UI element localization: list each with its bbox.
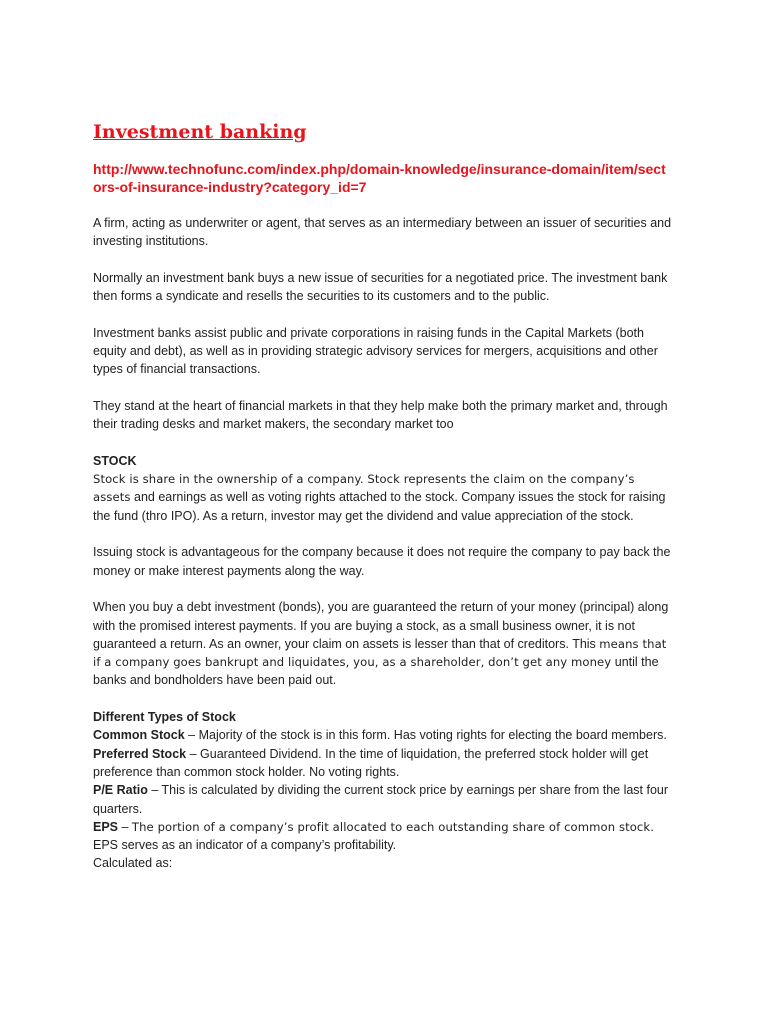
definition-pe-ratio [93,781,673,818]
definition-preferred-stock [93,745,673,782]
separator: – [118,819,132,834]
term-eps: EPS [93,819,119,834]
term-pe-ratio: P/E Ratio [93,783,148,798]
page-title: Investment banking [93,121,307,143]
paragraph-definition: A firm, acting as underwriter or agent, that serves as an intermediary between an issuer of securities and investing institutions. [93,216,672,249]
stock-debt-part-c: until the banks and bondholders have been paid out. [93,655,659,688]
definition-text-part-b: EPS serves as an indicator of a company’s profitability. [93,838,397,853]
stock-heading: STOCK [93,453,137,468]
term-preferred-stock: Preferred Stock [93,746,187,761]
stock-debt-part-b: means that if a company goes bankrupt and liquidates, you, as a shareholder, don’t get any money [93,636,667,670]
definition-text-part-a: The portion of a company’s profit allocated to each outstanding share of common stock. [131,819,655,834]
separator: – [147,783,162,798]
stock-intro-part-a: Stock is share in the ownership of a company. Stock represents the claim on the company’s assets [93,472,635,505]
separator: – [184,728,199,743]
source-link[interactable]: http://www.technofunc.com/index.php/domain-knowledge/insurance-domain/item/sectors-of-insurance-industry?category_id=7 [93,161,666,195]
stock-types-section [93,708,673,873]
stock-debt-paragraph [93,598,673,689]
calculated-as-label: Calculated as: [93,856,173,871]
definition-eps [93,818,673,855]
stock-intro-part-b: and earnings as well as voting rights attached to the stock. Company issues the stock for raising the fund (thro IPO). As a return, investor may get the dividend and value appreciation of the stock. [93,490,666,523]
definition-text: Majority of the stock is in this form. Has voting rights for electing the board members. [198,728,667,743]
term-common-stock: Common Stock [93,728,185,743]
document-page [93,118,673,873]
definition-common-stock [93,726,673,744]
definition-text: This is calculated by dividing the current stock price by earnings per share from the last four quarters. [93,783,669,816]
stock-section [93,452,673,525]
separator: – [186,746,201,761]
paragraph-syndicate: Normally an investment bank buys a new issue of securities for a negotiated price. The investment bank then forms a syndicate and resells the securities to its customers and to the public. [93,270,668,304]
paragraph-financial-markets: They stand at the heart of financial markets in that they help make both the primary market and, through their trading desks and market makers, the secondary market too [93,398,668,432]
stock-advantage-paragraph: Issuing stock is advantageous for the company because it does not require the company to pay back the money or make interest payments along the way. [93,545,671,578]
stock-debt-part-a: When you buy a debt investment (bonds), you are guaranteed the return of your money (principal) along with the promised interest payments. If you are buying a stock, as a small business owner, it is not guaranteed a return. As an owner, your claim on assets is lesser than that of creditors. This [93,600,669,651]
definition-text: Guaranteed Dividend. In the time of liquidation, the preferred stock holder will get preference than common stock holder. No voting rights. [93,746,649,779]
stock-types-heading: Different Types of Stock [93,710,236,725]
paragraph-capital-markets: Investment banks assist public and private corporations in raising funds in the Capital Markets (both equity and debt), as well as in providing strategic advisory services for mergers, acquisitions and other types of financial transactions. [93,325,658,377]
